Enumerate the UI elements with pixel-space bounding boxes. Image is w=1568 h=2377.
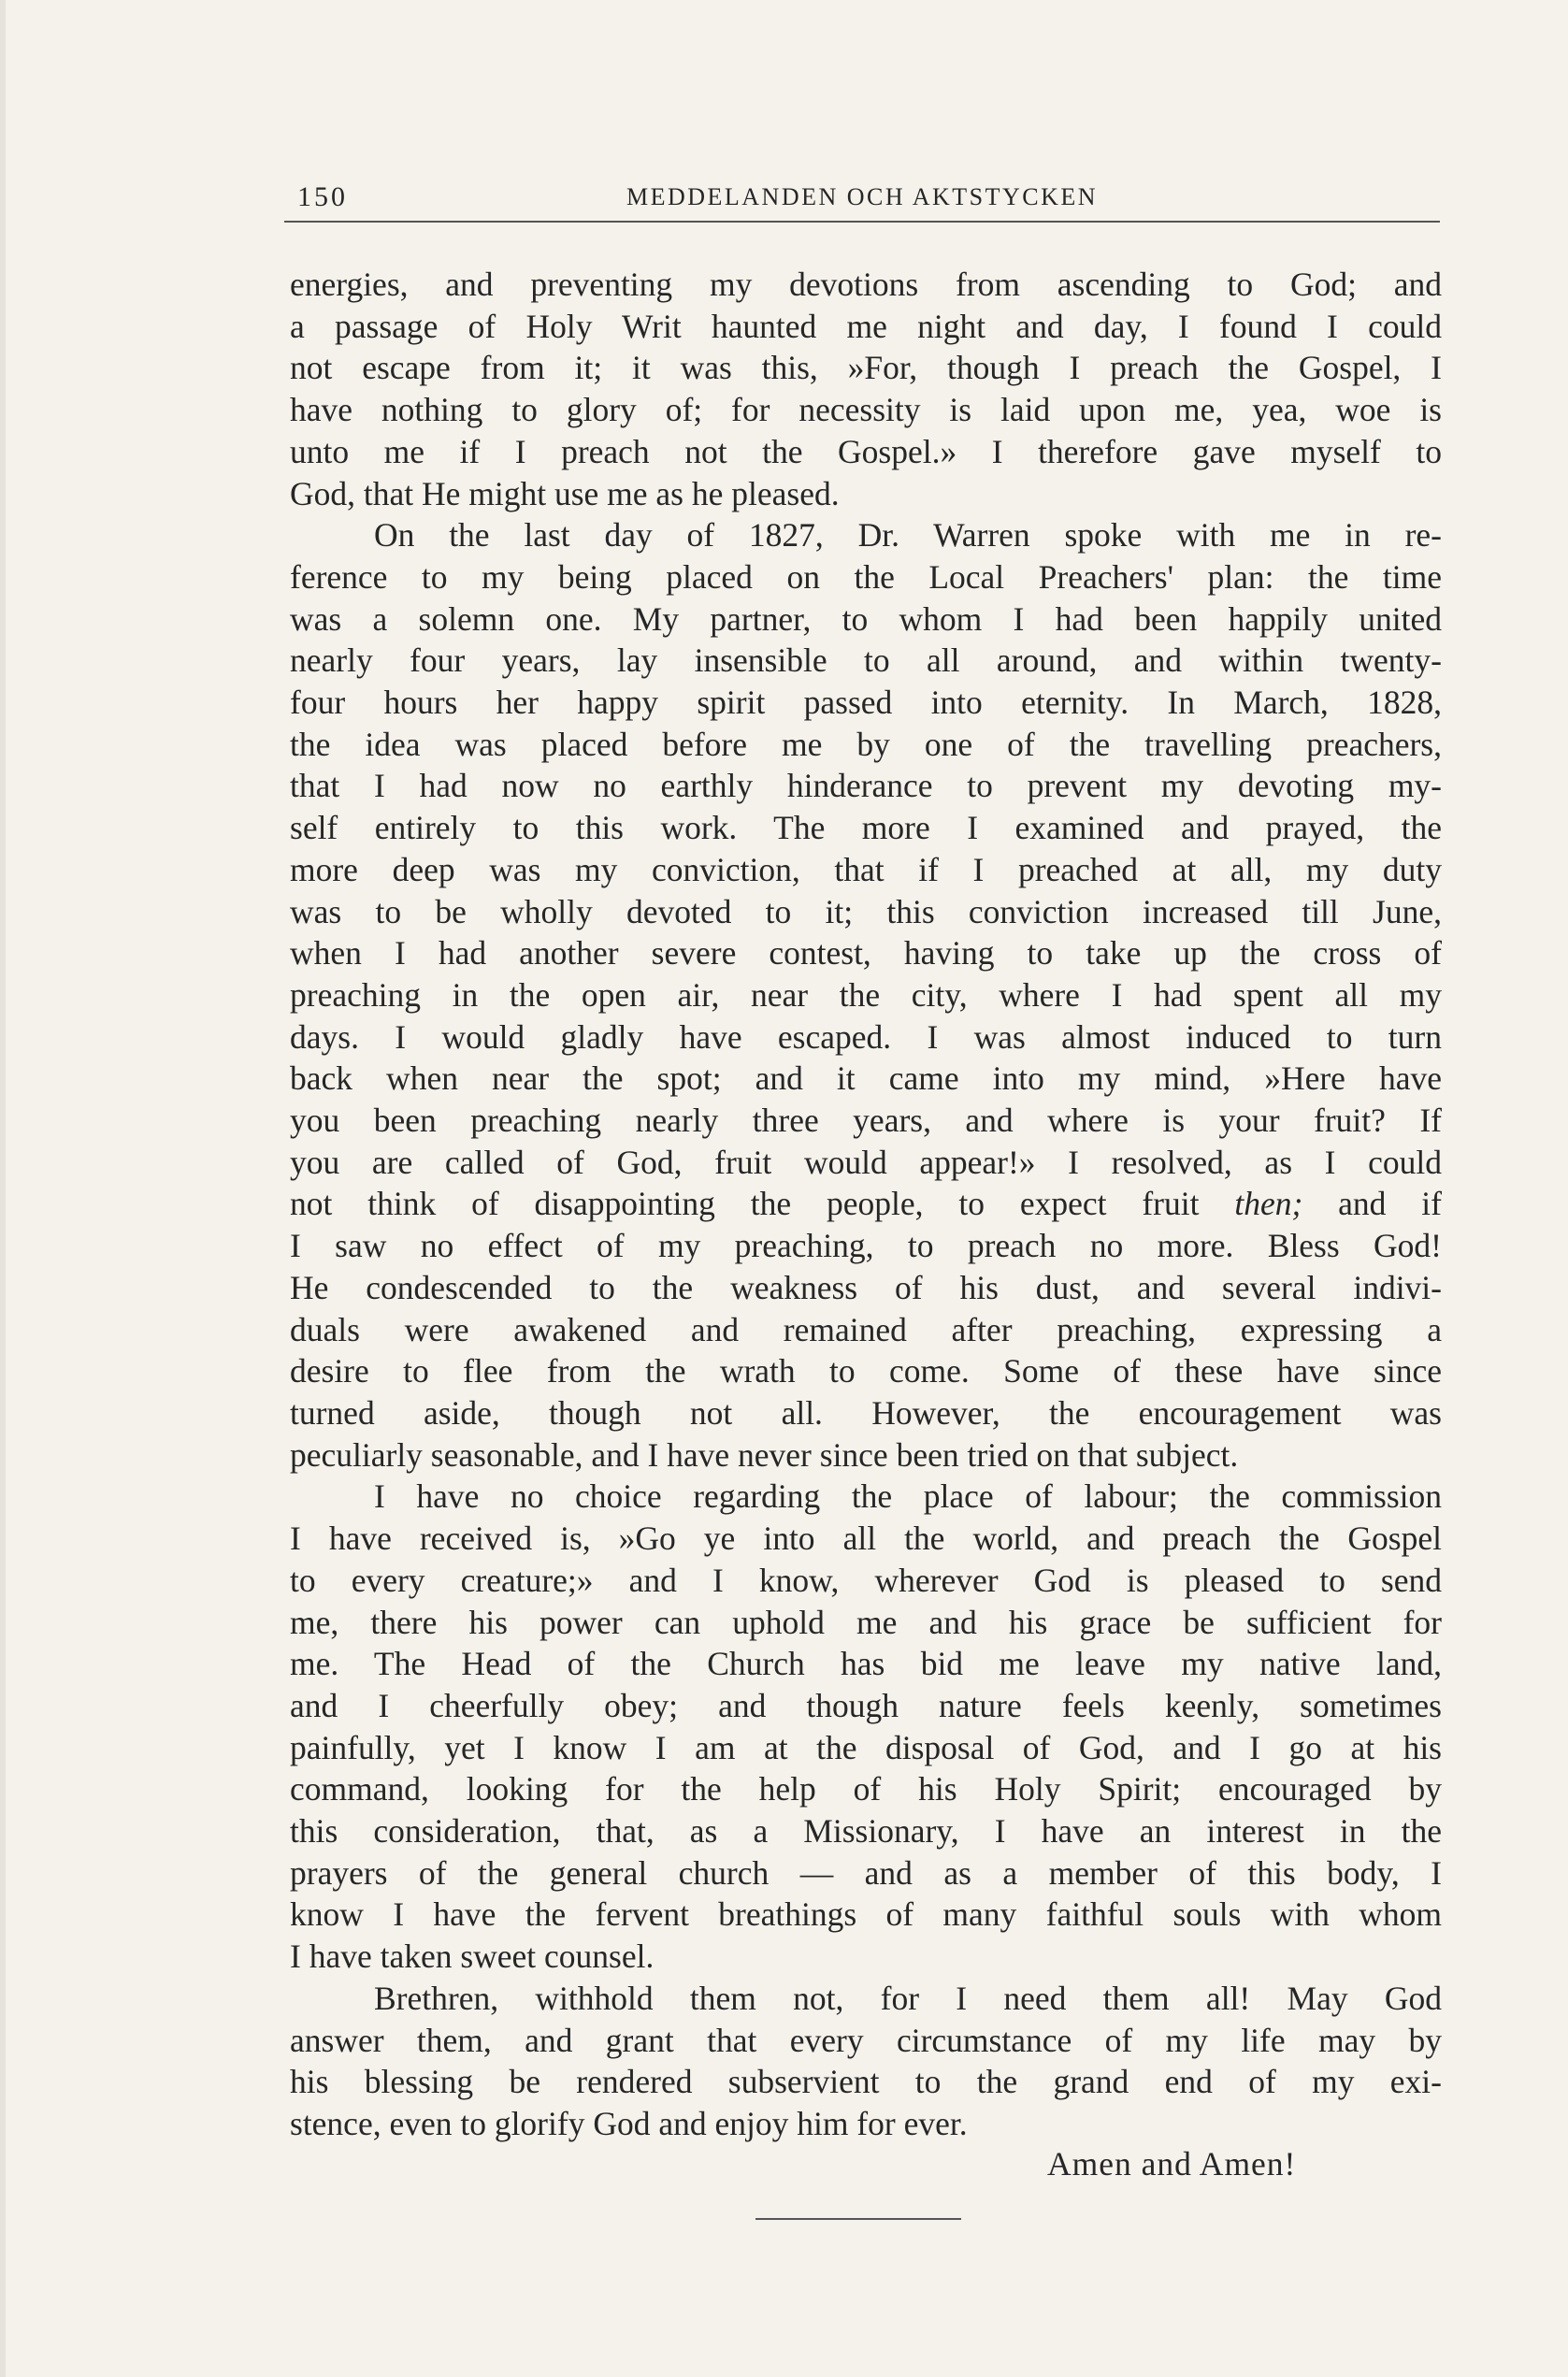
text-line: four hours her happy spirit passed into eternity. In March, 1828, — [290, 684, 1442, 722]
text-line: more deep was my conviction, that if I preached at all, my duty — [290, 850, 1442, 888]
text-line: I saw no effect of my preaching, to preach no more. Bless God! — [290, 1227, 1442, 1265]
page-header — [284, 180, 1440, 223]
text-line: was to be wholly devoted to it; this conviction increased till June, — [290, 892, 1442, 930]
text-line: was a solemn one. My partner, to whom I had been happily united — [290, 599, 1442, 638]
end-rule — [755, 2218, 961, 2220]
text-line: a passage of Holy Writ haunted me night and day, I found I could — [290, 307, 1442, 345]
paragraph — [290, 264, 1442, 514]
text-line: ference to my being placed on the Local Preachers' plan: the time — [290, 557, 1442, 596]
text-line: stence, even to glorify God and enjoy him for ever. — [290, 2104, 968, 2142]
text-line: and I cheerfully obey; and though nature feels keenly, sometimes — [290, 1686, 1442, 1724]
page-number: 150 — [297, 181, 348, 212]
text-line: preaching in the open air, near the city, where I had spent all my — [290, 975, 1442, 1014]
closing-line: Amen and Amen! — [1047, 2145, 1297, 2183]
paragraph — [290, 1978, 1442, 2145]
text-line: the idea was placed before me by one of the travelling preachers, — [290, 725, 1442, 763]
text-line: duals were awakened and remained after preaching, expressing a — [290, 1310, 1442, 1348]
text-line: desire to flee from the wrath to come. Some of these have since — [290, 1352, 1442, 1390]
text-line: you are called of God, fruit would appear!» I resolved, as I could — [290, 1143, 1442, 1181]
text-line: when I had another severe contest, having to take up the cross of — [290, 934, 1442, 972]
text-line: answer them, and grant that every circumstance of my life may by — [290, 2021, 1442, 2059]
text-line: me. The Head of the Church has bid me leave my native land, — [290, 1645, 1442, 1683]
text-line: me, there his power can uphold me and his grace be sufficient for — [290, 1603, 1442, 1641]
text-line: painfully, yet I know I am at the disposal of God, and I go at his — [290, 1728, 1442, 1766]
text-line: self entirely to this work. The more I examined and prayed, the — [290, 809, 1442, 847]
text-line: Brethren, withhold them not, for I need them all! May God — [374, 1979, 1442, 2017]
text-line: unto me if I preach not the Gospel.» I therefore gave myself to — [290, 432, 1442, 470]
text-line: energies, and preventing my devotions from ascending to God; and — [290, 266, 1442, 303]
text-line: this consideration, that, as a Missionary, I have an interest in the — [290, 1812, 1442, 1851]
text-line: command, looking for the help of his Holy Spirit; encouraged by — [290, 1770, 1442, 1808]
text-line: God, that He might use me as he pleased. — [290, 474, 840, 512]
paragraph — [290, 514, 1442, 1476]
text-line: I have taken sweet counsel. — [290, 1938, 655, 1976]
text-line: to every creature;» and I know, wherever God is pleased to send — [290, 1561, 1442, 1599]
text-line: peculiarly seasonable, and I have never since been tried on that subject. — [290, 1435, 1239, 1474]
text-line: prayers of the general church — and as a member of this body, I — [290, 1853, 1442, 1892]
text-line: you been preaching nearly three years, and where is your fruit? If — [290, 1102, 1442, 1140]
text-line: I have received is, »Go ye into all the world, and preach the Gospel — [290, 1520, 1442, 1558]
text-line: know I have the fervent breathings of many faithful souls with whom — [290, 1895, 1442, 1934]
body-text — [290, 264, 1442, 2145]
paragraph — [290, 1476, 1442, 1977]
text-line: back when near the spot; and it came into my mind, »Here have — [290, 1059, 1442, 1098]
text-line: nearly four years, lay insensible to all around, and within twenty- — [290, 641, 1442, 680]
text-line: have nothing to glory of; for necessity is laid upon me, yea, woe is — [290, 391, 1442, 429]
page-edge — [0, 0, 6, 2377]
text-line: On the last day of 1827, Dr. Warren spoke with me in re- — [374, 516, 1442, 555]
text-line: not think of disappointing the people, to expect fruit then; and if — [290, 1185, 1442, 1223]
text-line: turned aside, though not all. However, the encouragement was — [290, 1393, 1442, 1432]
text-line: that I had now no earthly hinderance to prevent my devoting my- — [290, 767, 1442, 805]
running-head: MEDDELANDEN OCH AKTSTYCKEN — [626, 183, 1099, 210]
text-line: days. I would gladly have escaped. I was almost induced to turn — [290, 1017, 1442, 1056]
text-line: his blessing be rendered subservient to the grand end of my exi- — [290, 2063, 1442, 2101]
text-line: not escape from it; it was this, »For, though I preach the Gospel, I — [290, 349, 1442, 387]
text-line: I have no choice regarding the place of labour; the commission — [374, 1477, 1442, 1516]
text-line: He condescended to the weakness of his dust, and several indivi- — [290, 1268, 1442, 1306]
